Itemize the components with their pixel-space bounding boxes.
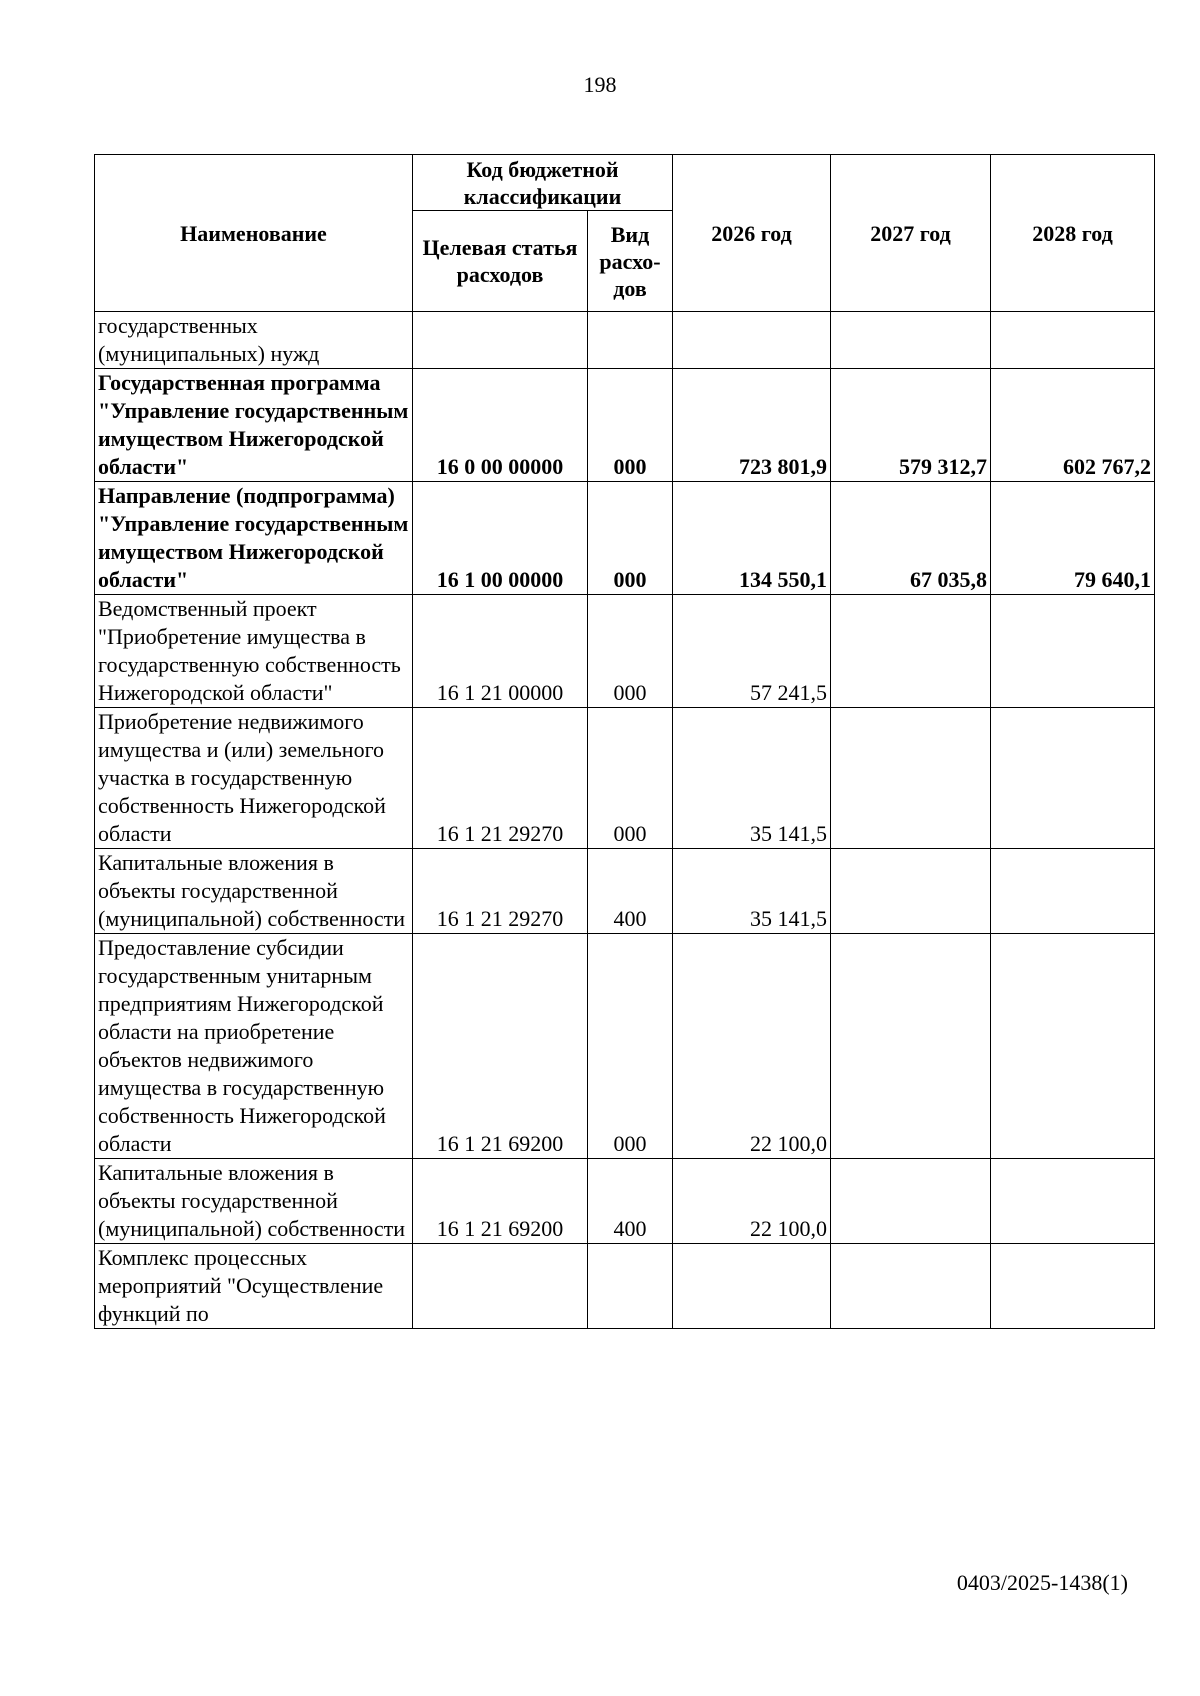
row-name: Приобретение недвижимого имущества и (или) земельного участка в государственную собственность Нижегородской области [95, 708, 413, 849]
row-value-2027: 67 035,8 [831, 482, 991, 595]
row-value-2026: 22 100,0 [673, 934, 831, 1159]
row-expense-type: 400 [588, 849, 673, 934]
row-value-2028: 602 767,2 [991, 369, 1155, 482]
row-value-2026: 57 241,5 [673, 595, 831, 708]
table-row [95, 849, 1155, 934]
table-row [95, 1244, 1155, 1329]
row-expense-type: 000 [588, 708, 673, 849]
row-target-article [413, 312, 588, 369]
table-row [95, 595, 1155, 708]
row-value-2028: 79 640,1 [991, 482, 1155, 595]
row-target-article: 16 1 21 29270 [413, 849, 588, 934]
row-name: государственных (муниципальных) нужд [95, 312, 413, 369]
row-value-2027 [831, 849, 991, 934]
row-value-2027 [831, 1159, 991, 1244]
row-value-2027 [831, 595, 991, 708]
row-value-2027 [831, 1244, 991, 1329]
row-target-article: 16 0 00 00000 [413, 369, 588, 482]
table-row [95, 1159, 1155, 1244]
row-value-2026: 134 550,1 [673, 482, 831, 595]
table-header [95, 155, 1155, 312]
row-name: Направление (подпрограмма) "Управление государственным имуществом Нижегородской области" [95, 482, 413, 595]
header-year-2026: 2026 год [673, 155, 831, 312]
header-year-2027: 2027 год [831, 155, 991, 312]
budget-table [94, 154, 1155, 1329]
row-value-2028 [991, 312, 1155, 369]
row-value-2026 [673, 1244, 831, 1329]
row-name: Ведомственный проект "Приобретение имущества в государственную собственность Нижегородской области" [95, 595, 413, 708]
row-target-article: 16 1 21 69200 [413, 1159, 588, 1244]
header-year-2028: 2028 год [991, 155, 1155, 312]
row-target-article: 16 1 00 00000 [413, 482, 588, 595]
row-value-2028 [991, 595, 1155, 708]
header-expense-type: Вид расхо-дов [588, 211, 673, 312]
row-expense-type: 000 [588, 369, 673, 482]
row-value-2028 [991, 1159, 1155, 1244]
header-name: Наименование [95, 155, 413, 312]
row-name: Предоставление субсидии государственным унитарным предприятиям Нижегородской области на приобретение объектов недвижимого имущества в государственную собственность Нижегородской области [95, 934, 413, 1159]
row-name: Государственная программа "Управление государственным имуществом Нижегородской области" [95, 369, 413, 482]
row-expense-type: 400 [588, 1159, 673, 1244]
row-target-article [413, 1244, 588, 1329]
row-value-2026: 723 801,9 [673, 369, 831, 482]
row-value-2026: 35 141,5 [673, 849, 831, 934]
row-expense-type: 000 [588, 482, 673, 595]
row-value-2026 [673, 312, 831, 369]
row-name: Капитальные вложения в объекты государственной (муниципальной) собственности [95, 849, 413, 934]
row-target-article: 16 1 21 69200 [413, 934, 588, 1159]
row-target-article: 16 1 21 00000 [413, 595, 588, 708]
row-name: Комплекс процессных мероприятий "Осуществление функций по [95, 1244, 413, 1329]
table-row [95, 312, 1155, 369]
row-value-2027 [831, 312, 991, 369]
page-number: 198 [583, 72, 617, 97]
row-expense-type [588, 312, 673, 369]
table-row [95, 369, 1155, 482]
row-value-2028 [991, 849, 1155, 934]
row-expense-type [588, 1244, 673, 1329]
header-code-group: Код бюджетной классификации [413, 155, 673, 211]
row-name: Капитальные вложения в объекты государственной (муниципальной) собственности [95, 1159, 413, 1244]
table-row [95, 482, 1155, 595]
header-target-article: Целевая статья расходов [413, 211, 588, 312]
row-value-2027 [831, 708, 991, 849]
row-expense-type: 000 [588, 595, 673, 708]
row-target-article: 16 1 21 29270 [413, 708, 588, 849]
row-value-2026: 35 141,5 [673, 708, 831, 849]
row-value-2026: 22 100,0 [673, 1159, 831, 1244]
row-expense-type: 000 [588, 934, 673, 1159]
row-value-2027: 579 312,7 [831, 369, 991, 482]
document-number: 0403/2025-1438(1) [956, 1570, 1128, 1595]
row-value-2028 [991, 1244, 1155, 1329]
row-value-2028 [991, 708, 1155, 849]
table-row [95, 708, 1155, 849]
row-value-2027 [831, 934, 991, 1159]
row-value-2028 [991, 934, 1155, 1159]
table-row [95, 934, 1155, 1159]
